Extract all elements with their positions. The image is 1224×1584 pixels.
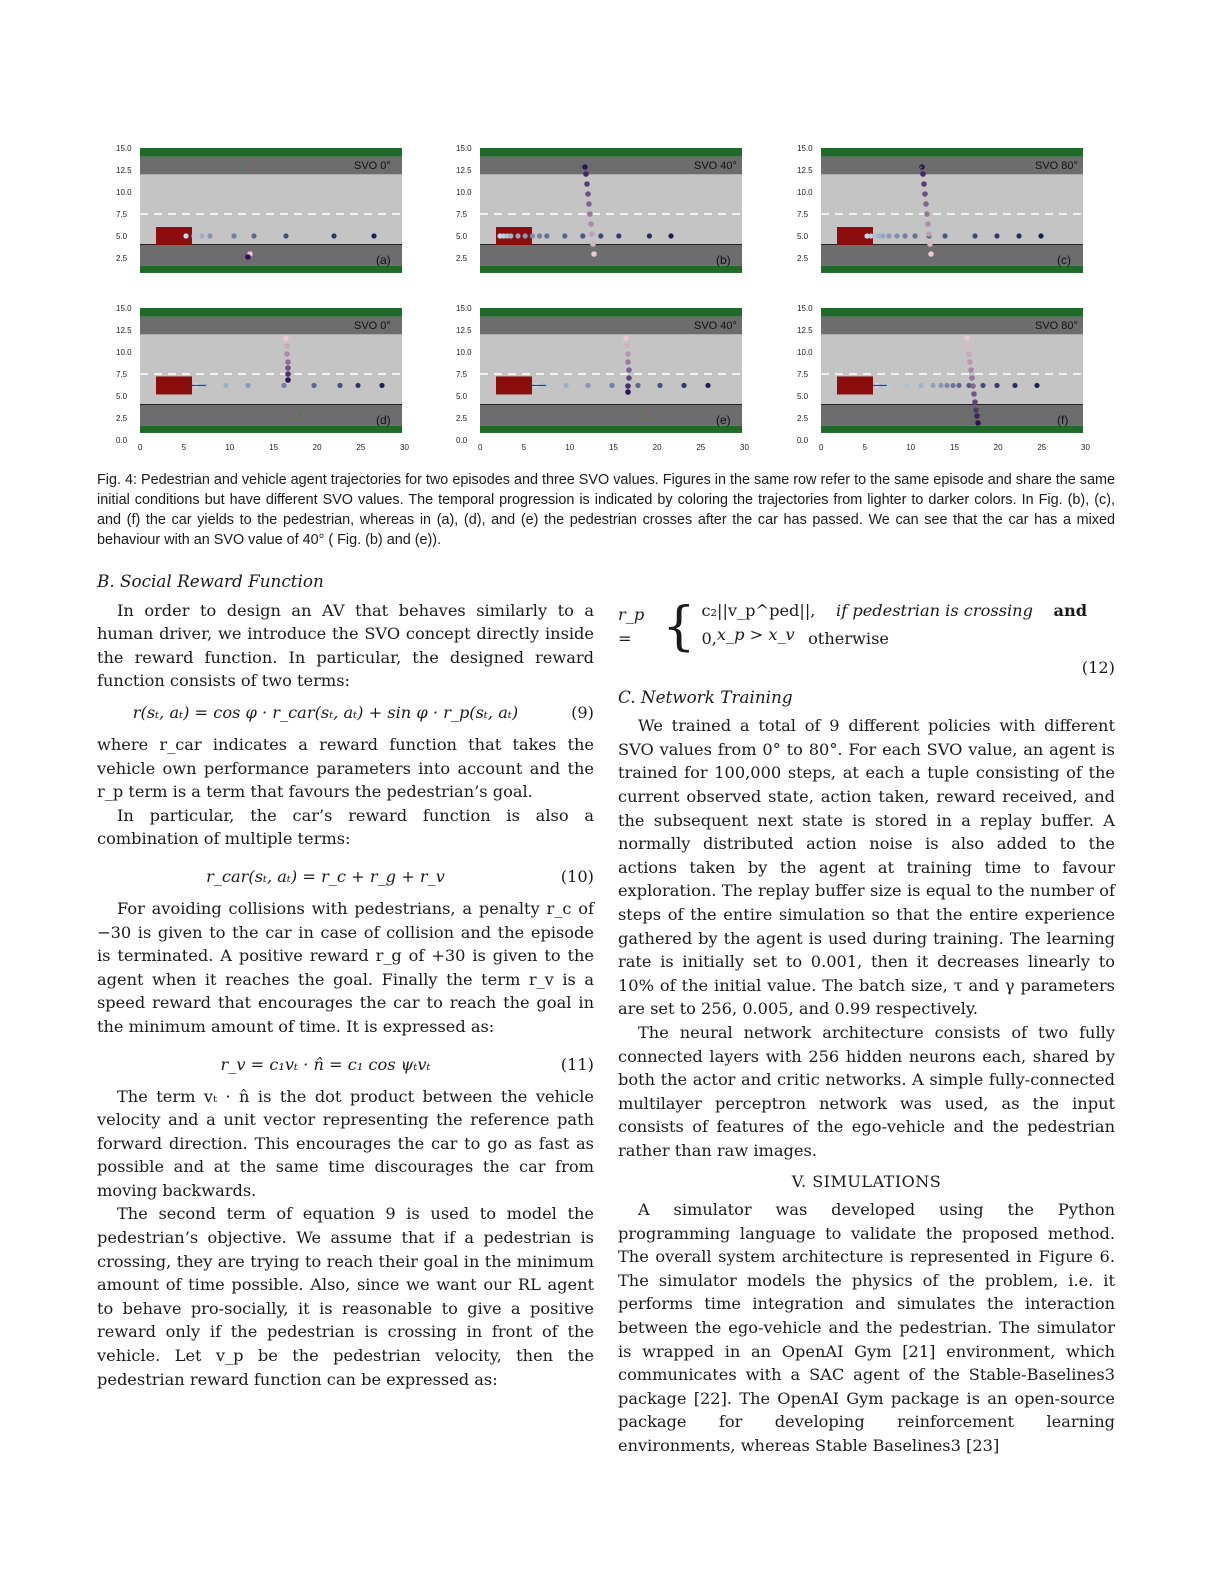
- vehicle-trajectory-point: [311, 383, 316, 388]
- y-tick-label: 10.0: [797, 188, 813, 197]
- pedestrian-trajectory-point: [921, 181, 927, 187]
- section-title-social-reward: B. Social Reward Function: [97, 571, 324, 591]
- y-tick-label: 12.5: [116, 326, 132, 335]
- vehicle-trajectory-point: [930, 383, 935, 388]
- case-value: 0,: [701, 629, 717, 648]
- case-condition-b: x_p > x_v: [716, 624, 795, 644]
- pedestrian-trajectory-point: [920, 171, 926, 177]
- x-tick-label: 15: [609, 443, 618, 452]
- vehicle-trajectory-point: [183, 233, 188, 238]
- vehicle-trajectory-point: [880, 233, 885, 238]
- y-tick-label: 2.5: [456, 414, 468, 423]
- x-tick-label: 20: [993, 443, 1003, 452]
- grass-bottom: [821, 426, 1083, 433]
- pedestrian-trajectory-point: [974, 413, 980, 419]
- y-tick-label: 15.0: [116, 144, 132, 153]
- paragraph: We trained a total of 9 different policies with different SVO values from 0° to 80°. For each SVO value, an agent is trained for 100,000 steps, at each a tuple consisting of the current observed state, action taken, reward received, and the subsequent next state is stored in a replay buffer. A normally distributed action noise is also added to the actions taken by the agent at training time to favour exploration. The replay buffer size is equal to the number of steps of the entire simulation so that the entire experience gathered by the agent is used during training. The learning rate is initially set to 0.001, then it decreases linearly to 10% of the initial value. The batch size, τ and γ parameters are set to 256, 0.005, and 0.99 respectively.: [618, 716, 1115, 1019]
- pedestrian-trajectory-point: [584, 181, 590, 187]
- pedestrian-trajectory-point: [285, 377, 291, 383]
- y-tick-label: 2.5: [797, 414, 809, 423]
- pedestrian-trajectory-point: [966, 351, 972, 357]
- ego-vehicle: [156, 376, 192, 394]
- y-tick-label: 15.0: [456, 304, 472, 313]
- y-tick-label: 2.5: [456, 254, 468, 263]
- vehicle-trajectory-point: [705, 383, 710, 388]
- grass-bottom: [140, 266, 402, 273]
- x-tick-label: 5: [181, 443, 187, 452]
- pedestrian-trajectory-point: [626, 367, 632, 373]
- x-tick-label: 10: [225, 443, 235, 452]
- y-tick-label: 10.0: [116, 188, 132, 197]
- panel-svg: [112, 140, 412, 275]
- grass-top: [821, 308, 1083, 317]
- panel-svg: [452, 304, 752, 452]
- pedestrian-trajectory-point: [964, 335, 970, 341]
- x-tick-label: 15: [269, 443, 278, 452]
- pedestrian-goal-marker: [579, 166, 581, 168]
- x-tick-label: 10: [906, 443, 916, 452]
- case-row-2: [701, 624, 1115, 655]
- pedestrian-trajectory-point: [591, 251, 597, 257]
- sidewalk-bottom: [821, 245, 1083, 266]
- pedestrian-trajectory-point: [589, 231, 595, 237]
- pedestrian-trajectory-point: [285, 359, 291, 365]
- svo-label: SVO 0°: [354, 159, 391, 172]
- pedestrian-trajectory-point: [285, 365, 291, 371]
- case-value: c₂||v_p^ped||,: [701, 601, 816, 620]
- sidewalk-bottom: [140, 245, 402, 266]
- equation-number: (10): [560, 866, 594, 886]
- y-tick-label: 5.0: [797, 232, 809, 241]
- sidewalk-bottom: [140, 405, 402, 426]
- pedestrian-trajectory-point: [585, 191, 591, 197]
- y-tick-label: 15.0: [116, 304, 132, 313]
- y-tick-label: 5.0: [116, 392, 128, 401]
- paragraph: A simulator was developed using the Python programming language to validate the proposed method. The overall system architecture is represented in Figure 6. The simulator models the physics of the problem, i.e. it performs time integration and simulates the interaction between the ego-vehicle and the pedestrian. The simulator is wrapped in an OpenAI Gym [21] environment, which communicates with a SAC agent of the Stable-Baselines3 package [22]. The OpenAI Gym package is an open-source package for developing reinforcement learning environments, whereas Stable Baselines3 [23]: [618, 1200, 1115, 1455]
- vehicle-trajectory-point: [635, 383, 640, 388]
- y-tick-label: 5.0: [456, 232, 468, 241]
- grass-top: [140, 308, 402, 317]
- vehicle-trajectory-point: [379, 383, 384, 388]
- vehicle-trajectory-point: [281, 383, 286, 388]
- ego-vehicle: [837, 376, 873, 394]
- grass-bottom: [480, 426, 742, 433]
- vehicle-trajectory-point: [508, 233, 513, 238]
- vehicle-trajectory-point: [681, 383, 686, 388]
- x-tick-label: 10: [565, 443, 575, 452]
- vehicle-trajectory-point: [902, 233, 907, 238]
- y-tick-label: 5.0: [116, 232, 128, 241]
- vehicle-trajectory-point: [938, 383, 943, 388]
- y-tick-label: 2.5: [797, 254, 809, 263]
- figure-panel-e: [452, 304, 752, 452]
- y-tick-label: 12.5: [456, 166, 472, 175]
- y-tick-label: 7.5: [456, 210, 468, 219]
- equation-body: r(sₜ, aₜ) = cos φ · r_car(sₜ, aₜ) + sin φ · r_p(sₜ, aₜ): [132, 702, 519, 722]
- figure-panel-b: [452, 140, 752, 275]
- section-title-network-training: C. Network Training: [618, 686, 793, 707]
- grass-top: [480, 148, 742, 157]
- paragraph: In particular, the car’s reward function is also a combination of multiple terms:: [97, 805, 594, 849]
- case-condition: otherwise: [808, 629, 889, 648]
- equation-number: (9): [571, 702, 594, 722]
- x-tick-label: 0: [138, 443, 143, 452]
- x-tick-label: 30: [1081, 443, 1090, 452]
- section-title-simulations: V. SIMULATIONS: [791, 1172, 942, 1192]
- y-tick-label: 2.5: [116, 414, 128, 423]
- pedestrian-trajectory-point: [284, 343, 290, 349]
- pedestrian-goal-marker: [239, 166, 241, 168]
- y-tick-label: 7.5: [116, 210, 128, 219]
- vehicle-trajectory-point: [942, 233, 947, 238]
- case-and: and: [1053, 601, 1088, 620]
- paragraph: The second term of equation 9 is used to model the pedestrian’s objective. We assume that if a pedestrian is crossing, they are trying to reach their goal in the minimum amount of time possible. Also, since we want our RL agent to behave pro-socially, it is reasonable to give a positive reward only if the pedestrian is crossing in front of the vehicle. Let v_p be the pedestrian velocity, then the pedestrian reward function can be expressed as:: [97, 1204, 594, 1389]
- vehicle-trajectory-point: [1038, 233, 1043, 238]
- y-tick-label: 7.5: [456, 370, 468, 379]
- y-tick-label: 0.0: [116, 436, 128, 445]
- y-tick-label: 12.5: [797, 326, 813, 335]
- grass-bottom: [480, 266, 742, 273]
- x-tick-label: 5: [862, 443, 868, 452]
- pedestrian-trajectory-point: [625, 383, 631, 389]
- y-tick-label: 10.0: [456, 348, 472, 357]
- paragraph: The neural network architecture consists of two fully connected layers with 256 hidden neurons each, shared by both the actor and critic networks. A simple fully-connected multilayer perceptron network was used, as the input consists of features of the ego-vehicle and the pedestrian rather than raw images.: [618, 1022, 1115, 1160]
- vehicle-trajectory-point: [199, 233, 204, 238]
- vehicle-trajectory-point: [616, 233, 621, 238]
- pedestrian-trajectory-point: [925, 221, 931, 227]
- figure-caption: Fig. 4: Pedestrian and vehicle agent trajectories for two episodes and three SVO values. Figures in the same row refer to the same episode and share the same initial conditions but have different SVO values. The temporal progression is indicated by coloring the trajectories from lighter to darker colors. In Fig. (b), (c), and (f) the car yields to the pedestrian, whereas in (a), (d), and (e) the pedestrian crosses after the car has passed. We can see that the car has a mixed behaviour with an SVO value of 40° ( Fig. (b) and (e)).: [97, 472, 1115, 548]
- sidewalk-bottom: [480, 405, 742, 426]
- pedestrian-trajectory-point: [968, 367, 974, 373]
- pedestrian-trajectory-point: [969, 375, 975, 381]
- svo-label: SVO 80°: [1035, 159, 1078, 172]
- pedestrian-trajectory-point: [965, 343, 971, 349]
- pedestrian-trajectory-point: [924, 211, 930, 217]
- x-tick-label: 0: [478, 443, 483, 452]
- y-tick-label: 7.5: [797, 370, 809, 379]
- vehicle-trajectory-point: [668, 233, 673, 238]
- vehicle-trajectory-point: [515, 233, 520, 238]
- sidewalk-bottom: [821, 405, 1083, 426]
- grass-bottom: [821, 266, 1083, 273]
- vehicle-trajectory-point: [251, 233, 256, 238]
- grass-top: [480, 308, 742, 317]
- pedestrian-trajectory-point: [922, 191, 928, 197]
- equation-9: [97, 693, 594, 733]
- pedestrian-trajectory-point: [971, 391, 977, 397]
- left-column: [97, 570, 594, 1391]
- pedestrian-goal-marker: [299, 414, 301, 416]
- equation-cases: [701, 599, 1115, 655]
- y-tick-label: 12.5: [116, 166, 132, 175]
- subfigure-label: (d): [376, 412, 391, 427]
- vehicle-trajectory-point: [904, 383, 909, 388]
- svo-label: SVO 40°: [694, 159, 737, 172]
- pedestrian-goal-marker: [639, 414, 641, 416]
- y-tick-label: 12.5: [797, 166, 813, 175]
- figure-panel-f: [793, 304, 1093, 452]
- y-tick-label: 15.0: [797, 144, 813, 153]
- pedestrian-trajectory-point: [583, 171, 589, 177]
- figure-panel-a: [112, 140, 412, 275]
- paragraph: where r_car indicates a reward function that takes the vehicle own performance parameters into account and the r_p term is a term that favours the pedestrian’s goal.: [97, 734, 594, 802]
- vehicle-trajectory-point: [647, 233, 652, 238]
- equation-body: r_car(sₜ, aₜ) = r_c + r_g + r_v: [206, 866, 445, 886]
- vehicle-trajectory-point: [337, 383, 342, 388]
- vehicle-trajectory-point: [562, 233, 567, 238]
- vehicle-trajectory-point: [191, 233, 196, 238]
- vehicle-trajectory-point: [1012, 383, 1017, 388]
- vehicle-trajectory-point: [537, 233, 542, 238]
- vehicle-trajectory-point: [950, 383, 955, 388]
- vehicle-trajectory-point: [994, 383, 999, 388]
- x-tick-label: 20: [652, 443, 662, 452]
- panel-svg: [793, 140, 1093, 275]
- pedestrian-trajectory-point: [926, 231, 932, 237]
- grass-top: [140, 148, 402, 157]
- right-column: [618, 592, 1115, 1458]
- vehicle-trajectory-point: [223, 383, 228, 388]
- vehicle-trajectory-point: [207, 233, 212, 238]
- vehicle-trajectory-point: [355, 383, 360, 388]
- pedestrian-trajectory-point: [623, 335, 629, 341]
- y-tick-label: 10.0: [797, 348, 813, 357]
- pedestrian-trajectory-point: [590, 241, 596, 247]
- panel-svg: [112, 304, 412, 452]
- pedestrian-trajectory-point: [625, 359, 631, 365]
- pedestrian-trajectory-point: [586, 201, 592, 207]
- vehicle-trajectory-point: [371, 233, 376, 238]
- y-tick-label: 7.5: [797, 210, 809, 219]
- vehicle-trajectory-point: [231, 233, 236, 238]
- vehicle-trajectory-point: [580, 233, 585, 238]
- vehicle-trajectory-point: [563, 383, 568, 388]
- x-tick-label: 0: [819, 443, 824, 452]
- y-tick-label: 5.0: [797, 392, 809, 401]
- y-tick-label: 10.0: [116, 348, 132, 357]
- x-tick-label: 15: [950, 443, 959, 452]
- figure-panel-d: [112, 304, 412, 452]
- paragraph: The term vₜ · n̂ is the dot product between the vehicle velocity and a unit vector representing the reference path forward direction. This encourages the car to go as fast as possible and at the same time discourages the car from moving backwards.: [97, 1086, 594, 1200]
- x-tick-label: 30: [400, 443, 409, 452]
- y-tick-label: 15.0: [797, 304, 813, 313]
- pedestrian-trajectory-point: [626, 375, 632, 381]
- vehicle-trajectory-point: [523, 233, 528, 238]
- vehicle-trajectory-point: [944, 383, 949, 388]
- vehicle-trajectory-point: [544, 233, 549, 238]
- vehicle-trajectory-point: [585, 383, 590, 388]
- pedestrian-trajectory-point: [972, 399, 978, 405]
- vehicle-trajectory-point: [1034, 383, 1039, 388]
- pedestrian-trajectory-point: [973, 407, 979, 413]
- panel-svg: [793, 304, 1093, 452]
- pedestrian-trajectory-point: [625, 389, 631, 395]
- vehicle-trajectory-point: [994, 233, 999, 238]
- grass-bottom: [140, 426, 402, 433]
- equation-10: [97, 851, 594, 897]
- equation-12: [618, 592, 1115, 662]
- vehicle-trajectory-point: [530, 233, 535, 238]
- y-tick-label: 12.5: [456, 326, 472, 335]
- pedestrian-goal-marker: [980, 414, 982, 416]
- grass-top: [821, 148, 1083, 157]
- vehicle-trajectory-point: [894, 233, 899, 238]
- vehicle-trajectory-point: [657, 383, 662, 388]
- svo-label: SVO 0°: [354, 319, 391, 332]
- vehicle-trajectory-point: [283, 233, 288, 238]
- pedestrian-trajectory-point: [970, 383, 976, 389]
- brace: {: [662, 597, 696, 657]
- pedestrian-trajectory-point: [582, 164, 588, 170]
- sidewalk-bottom: [480, 245, 742, 266]
- subfigure-label: (f): [1057, 412, 1069, 427]
- x-tick-label: 25: [356, 443, 366, 452]
- pedestrian-trajectory-point: [284, 351, 290, 357]
- pedestrian-trajectory-point: [923, 201, 929, 207]
- pedestrian-trajectory-point: [967, 359, 973, 365]
- vehicle-trajectory-point: [956, 383, 961, 388]
- pedestrian-trajectory-point: [587, 211, 593, 217]
- case-condition: if pedestrian is crossing: [836, 601, 1033, 620]
- vehicle-trajectory-point: [1016, 233, 1021, 238]
- svo-label: SVO 80°: [1035, 319, 1078, 332]
- pedestrian-trajectory-point: [975, 420, 981, 426]
- equation-number: (12): [1081, 658, 1115, 677]
- vehicle-trajectory-point: [331, 233, 336, 238]
- pedestrian-trajectory-point: [245, 254, 251, 260]
- x-tick-label: 30: [740, 443, 749, 452]
- subfigure-label: (b): [716, 252, 731, 267]
- vehicle-trajectory-point: [980, 383, 985, 388]
- ego-vehicle: [496, 376, 532, 394]
- pedestrian-trajectory-point: [285, 371, 291, 377]
- equation-body: r_v = c₁vₜ · n̂ = c₁ cos ψₜvₜ: [220, 1054, 431, 1074]
- pedestrian-trajectory-point: [927, 241, 933, 247]
- figure-panel-c: [793, 140, 1093, 275]
- vehicle-trajectory-point: [245, 383, 250, 388]
- y-tick-label: 0.0: [456, 436, 468, 445]
- vehicle-trajectory-point: [972, 233, 977, 238]
- panel-svg: [452, 140, 752, 275]
- x-tick-label: 25: [1037, 443, 1047, 452]
- x-tick-label: 20: [312, 443, 322, 452]
- pedestrian-goal-marker: [920, 166, 922, 168]
- vehicle-trajectory-point: [598, 233, 603, 238]
- x-tick-label: 25: [696, 443, 706, 452]
- pedestrian-trajectory-point: [625, 351, 631, 357]
- svo-label: SVO 40°: [694, 319, 737, 332]
- pedestrian-trajectory-point: [588, 221, 594, 227]
- vehicle-trajectory-point: [918, 383, 923, 388]
- paragraph: In order to design an AV that behaves similarly to a human driver, we introduce the SVO concept directly inside the reward function. In particular, the designed reward function consists of two terms:: [97, 600, 594, 691]
- y-tick-label: 7.5: [116, 370, 128, 379]
- subfigure-label: (c): [1057, 252, 1071, 267]
- x-tick-label: 5: [521, 443, 527, 452]
- y-tick-label: 10.0: [456, 188, 472, 197]
- subfigure-label: (e): [716, 412, 731, 427]
- paragraph: For avoiding collisions with pedestrians, a penalty r_c of −30 is given to the car in case of collision and the episode is terminated. A positive reward r_g of +30 is given to the agent when it reaches the goal. Finally the term r_v is a speed reward that encourages the car to reach the goal in the minimum amount of time. It is expressed as:: [97, 898, 594, 1036]
- vehicle-trajectory-point: [912, 233, 917, 238]
- y-tick-label: 5.0: [456, 392, 468, 401]
- pedestrian-trajectory-point: [283, 335, 289, 341]
- equation-11: [97, 1039, 594, 1085]
- equation-number: (11): [560, 1054, 594, 1074]
- vehicle-trajectory-point: [886, 233, 891, 238]
- y-tick-label: 0.0: [797, 436, 809, 445]
- subfigure-label: (a): [376, 252, 391, 267]
- y-tick-label: 2.5: [116, 254, 128, 263]
- y-tick-label: 15.0: [456, 144, 472, 153]
- equation-lhs: r_p =: [618, 605, 645, 648]
- vehicle-trajectory-point: [609, 383, 614, 388]
- pedestrian-trajectory-point: [928, 251, 934, 257]
- pedestrian-trajectory-point: [624, 343, 630, 349]
